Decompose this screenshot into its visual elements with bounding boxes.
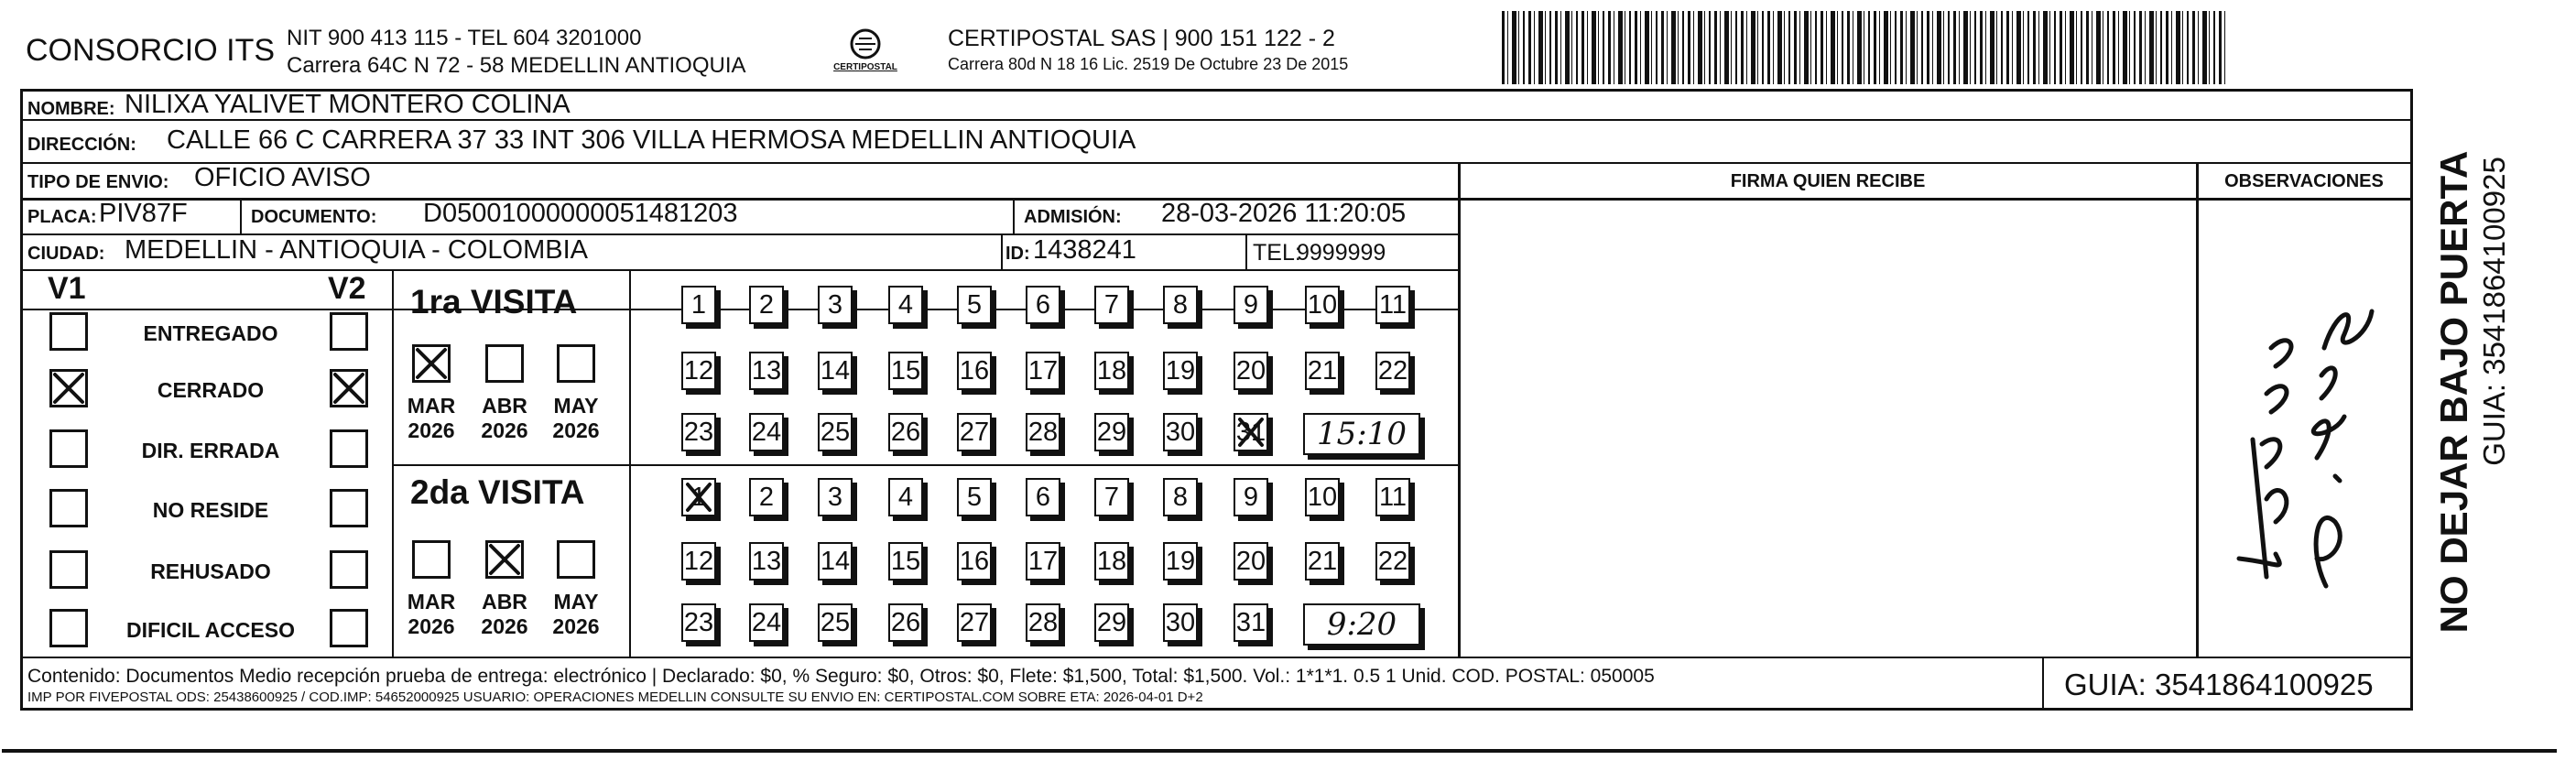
day-checkbox[interactable]: 5: [957, 286, 992, 324]
nombre-label: NOMBRE:: [27, 99, 115, 119]
v2-label: V2: [328, 271, 366, 306]
visit-time-value: 15:10: [1317, 416, 1407, 452]
day-checkbox[interactable]: 22: [1375, 352, 1410, 390]
day-checkbox[interactable]: 16: [957, 352, 992, 390]
visit-time-value: 9:20: [1326, 606, 1397, 643]
day-checkbox[interactable]: 26: [888, 413, 923, 451]
status-option-label: ENTREGADO: [143, 321, 278, 345]
month-checkbox[interactable]: [485, 344, 524, 383]
day-checkbox[interactable]: 31: [1234, 603, 1268, 642]
day-checkbox[interactable]: 28: [1026, 413, 1060, 451]
company-name: CONSORCIO ITS: [26, 33, 276, 68]
day-checkbox[interactable]: 1: [681, 286, 716, 324]
day-checkbox[interactable]: 28: [1026, 603, 1060, 642]
tipo-envio-value: OFICIO AVISO: [194, 163, 371, 192]
x-mark-icon: [332, 371, 366, 406]
day-checkbox[interactable]: 6: [1026, 478, 1060, 516]
day-checkbox[interactable]: 10: [1305, 478, 1340, 516]
footer-imp: IMP POR FIVEPOSTAL ODS: 25438600925 / COD.IMP: 54652000925 USUARIO: OPERACIONES MEDELLIN CONSULTE SU ENVIO EN: CERTIPOSTAL.COM SOBRE ETA: 2026-04-01 D+2: [27, 689, 1203, 705]
day-checkbox[interactable]: 26: [888, 603, 923, 642]
day-checkbox[interactable]: 9: [1234, 286, 1268, 324]
day-checkbox[interactable]: 13: [749, 352, 784, 390]
placa-label: PLACA:: [27, 207, 97, 227]
day-checkbox[interactable]: 14: [818, 352, 853, 390]
observation-note-text: [0, 0, 1, 1]
day-checkbox[interactable]: 22: [1375, 542, 1410, 581]
admision-value: 28-03-2026 11:20:05: [1161, 199, 1407, 228]
x-mark-icon: [1236, 416, 1266, 449]
company-address: Carrera 64C N 72 - 58 MEDELLIN ANTIOQUIA: [287, 53, 746, 78]
status-option-label: NO RESIDE: [152, 498, 269, 522]
courier-license: Carrera 80d N 18 16 Lic. 2519 De Octubre 23 De 2015: [948, 55, 1349, 73]
day-checkbox[interactable]: 23: [681, 413, 716, 451]
direccion-label: DIRECCIÓN:: [27, 135, 136, 155]
day-checkbox[interactable]: 15: [888, 352, 923, 390]
v1-label: V1: [48, 271, 86, 306]
ciudad-value: MEDELLIN - ANTIOQUIA - COLOMBIA: [125, 235, 588, 265]
day-checkbox[interactable]: 15: [888, 542, 923, 581]
day-checkbox[interactable]: 4: [888, 478, 923, 516]
tipo-envio-label: TIPO DE ENVIO:: [27, 172, 169, 192]
visit-time-field[interactable]: [1303, 603, 1420, 646]
day-checkbox[interactable]: 17: [1026, 542, 1060, 581]
day-checkbox[interactable]: 5: [957, 478, 992, 516]
id-label: ID:: [1005, 244, 1030, 264]
day-checkbox[interactable]: 1: [681, 478, 716, 516]
handwritten-observation: [2198, 247, 2410, 613]
visit-time-field[interactable]: [1303, 413, 1420, 455]
day-checkbox[interactable]: 30: [1163, 413, 1198, 451]
day-checkbox[interactable]: 29: [1094, 603, 1129, 642]
day-checkbox[interactable]: 12: [681, 542, 716, 581]
placa-value: PIV87F: [99, 199, 188, 228]
month-label: MAY 2026: [552, 394, 600, 442]
day-checkbox[interactable]: 27: [957, 603, 992, 642]
firma-header: FIRMA QUIEN RECIBE: [1730, 171, 1926, 191]
certipostal-logo: [824, 26, 907, 81]
day-checkbox[interactable]: 21: [1305, 352, 1340, 390]
v2-checkbox[interactable]: [330, 489, 368, 527]
courier-name: CERTIPOSTAL SAS | 900 151 122 - 2: [948, 26, 1335, 51]
day-checkbox[interactable]: 19: [1163, 542, 1198, 581]
logo-text: CERTIPOSTAL: [833, 62, 897, 72]
tel-label: TEL:: [1253, 240, 1301, 266]
day-checkbox[interactable]: 3: [818, 286, 853, 324]
v2-checkbox[interactable]: [330, 312, 368, 351]
documento-label: DOCUMENTO:: [251, 207, 377, 227]
company-nit-tel: NIT 900 413 115 - TEL 604 3201000: [287, 26, 642, 50]
v2-checkbox[interactable]: [330, 609, 368, 647]
direccion-value: CALLE 66 C CARRERA 37 33 INT 306 VILLA HERMOSA MEDELLIN ANTIOQUIA: [167, 125, 1136, 155]
v1-checkbox[interactable]: [49, 429, 88, 468]
x-mark-icon: [684, 481, 713, 514]
day-checkbox[interactable]: 29: [1094, 413, 1129, 451]
v1-checkbox[interactable]: [49, 609, 88, 647]
status-option-label: CERRADO: [157, 378, 265, 402]
status-option-label: DIR. ERRADA: [141, 439, 280, 462]
day-checkbox[interactable]: 25: [818, 413, 853, 451]
day-checkbox[interactable]: 27: [957, 413, 992, 451]
footer-guia: GUIA: 3541864100925: [2064, 668, 2374, 701]
day-checkbox[interactable]: 20: [1234, 352, 1268, 390]
day-checkbox[interactable]: 11: [1375, 286, 1410, 324]
month-label: MAY 2026: [552, 590, 600, 638]
day-checkbox[interactable]: 20: [1234, 542, 1268, 581]
day-checkbox[interactable]: 13: [749, 542, 784, 581]
v1-checkbox[interactable]: [49, 489, 88, 527]
day-checkbox[interactable]: 24: [749, 413, 784, 451]
day-checkbox[interactable]: 3: [818, 478, 853, 516]
status-option-label: REHUSADO: [150, 559, 271, 583]
observaciones-header: OBSERVACIONES: [2224, 171, 2384, 191]
side-warning: NO DEJAR BAJO PUERTA: [2432, 150, 2475, 634]
month-checkbox[interactable]: [557, 344, 595, 383]
ciudad-label: CIUDAD:: [27, 244, 105, 264]
logo-emblem-icon: [824, 26, 907, 81]
day-checkbox[interactable]: 11: [1375, 478, 1410, 516]
day-checkbox[interactable]: 23: [681, 603, 716, 642]
day-checkbox[interactable]: 12: [681, 352, 716, 390]
day-checkbox[interactable]: 10: [1305, 286, 1340, 324]
month-label: ABR 2026: [481, 590, 528, 638]
v1-checkbox[interactable]: [49, 550, 88, 589]
x-mark-icon: [51, 371, 86, 406]
day-checkbox[interactable]: 24: [749, 603, 784, 642]
day-checkbox[interactable]: 19: [1163, 352, 1198, 390]
day-checkbox[interactable]: 4: [888, 286, 923, 324]
day-checkbox[interactable]: 2: [749, 286, 784, 324]
day-checkbox[interactable]: 6: [1026, 286, 1060, 324]
day-checkbox[interactable]: 21: [1305, 542, 1340, 581]
day-checkbox[interactable]: 9: [1234, 478, 1268, 516]
month-checkbox[interactable]: [557, 540, 595, 579]
day-checkbox[interactable]: 17: [1026, 352, 1060, 390]
x-mark-icon: [414, 346, 449, 381]
day-checkbox[interactable]: 31: [1234, 413, 1268, 451]
month-checkbox[interactable]: [412, 540, 451, 579]
day-checkbox[interactable]: 18: [1094, 352, 1129, 390]
id-value: 1438241: [1033, 235, 1136, 265]
documento-value: D05001000000051481203: [423, 199, 738, 228]
footer-contenido: Contenido: Documentos Medio recepción prueba de entrega: electrónico | Declarado: $0, % Seguro: $0, Otros: $0, Flete: $1,500, Total: $1,500. Vol.: 1*1*1. 0.5 1 Unid. COD. POSTAL: 050005: [27, 666, 1655, 687]
day-checkbox[interactable]: 7: [1094, 478, 1129, 516]
month-label: ABR 2026: [481, 394, 528, 442]
day-checkbox[interactable]: 7: [1094, 286, 1129, 324]
day-checkbox[interactable]: 16: [957, 542, 992, 581]
month-label: MAR 2026: [407, 590, 456, 638]
admision-label: ADMISIÓN:: [1024, 207, 1122, 227]
nombre-value: NILIXA YALIVET MONTERO COLINA: [125, 90, 571, 119]
day-checkbox[interactable]: 8: [1163, 286, 1198, 324]
day-checkbox[interactable]: 14: [818, 542, 853, 581]
day-checkbox[interactable]: 18: [1094, 542, 1129, 581]
second-visit-title: 2da VISITA: [410, 473, 585, 511]
first-visit-title: 1ra VISITA: [410, 283, 578, 320]
month-label: MAR 2026: [407, 394, 456, 442]
tel-value: 9999999: [1297, 240, 1386, 266]
day-checkbox[interactable]: 8: [1163, 478, 1198, 516]
status-option-label: DIFICIL ACCESO: [125, 618, 295, 642]
v1-checkbox[interactable]: [49, 312, 88, 351]
v2-checkbox[interactable]: [330, 550, 368, 589]
x-mark-icon: [487, 542, 522, 577]
side-guia: GUIA: 3541864100925: [2477, 157, 2511, 466]
v2-checkbox[interactable]: [330, 429, 368, 468]
day-checkbox[interactable]: 2: [749, 478, 784, 516]
day-checkbox[interactable]: 30: [1163, 603, 1198, 642]
day-checkbox[interactable]: 25: [818, 603, 853, 642]
barcode: [1502, 11, 2225, 84]
